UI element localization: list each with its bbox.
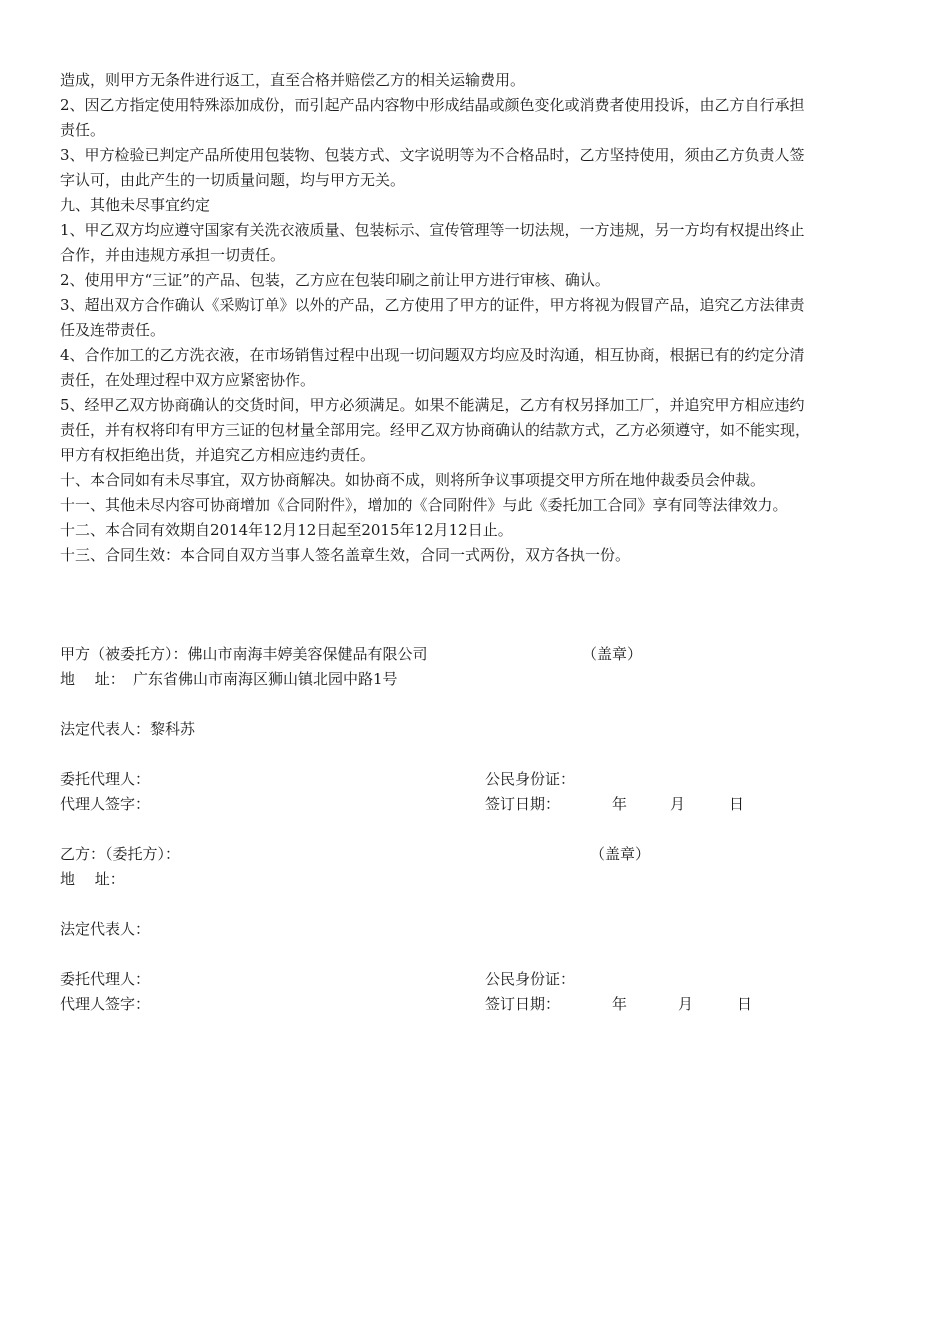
party-a-address: 广东省佛山市南海区狮山镇北园中路1号 <box>133 670 398 688</box>
body-line: 3、超出双方合作确认《采购订单》以外的产品，乙方使用了甲方的证件，甲方将视为假冒产品，追究乙方法律责 <box>60 296 805 314</box>
party-a-month: 月 <box>670 795 686 813</box>
party-b-year: 年 <box>612 995 628 1013</box>
body-line: 任及连带责任。 <box>60 321 166 339</box>
party-b-address-label: 地 址： <box>60 870 125 888</box>
body-line: 造成，则甲方无条件进行返工，直至合格并赔偿乙方的相关运输费用。 <box>60 71 526 89</box>
body-line: 责任，在处理过程中双方应紧密协作。 <box>60 371 316 389</box>
body-line: 5、经甲乙双方协商确认的交货时间，甲方必须满足。如果不能满足，乙方有权另择加工厂，并追究甲方相应违约 <box>60 396 805 414</box>
body-line: 4、合作加工的乙方洗衣液，在市场销售过程中出现一切问题双方均应及时沟通，相互协商，根据已有的约定分清 <box>60 346 805 364</box>
body-line: 甲方有权拒绝出货，并追究乙方相应违约责任。 <box>60 446 376 464</box>
party-a-day: 日 <box>729 795 745 813</box>
party-b-agent: 委托代理人： <box>60 970 151 988</box>
party-b-id-card: 公民身份证： <box>485 970 576 988</box>
party-b-seal: （盖章） <box>590 845 651 863</box>
body-line: 2、因乙方指定使用特殊添加成份，而引起产品内容物中形成结晶或颜色变化或消费者使用投诉，由乙方自行承担 <box>60 96 805 114</box>
party-a-address-label: 地 址： <box>60 670 125 688</box>
section-heading: 九、其他未尽事宜约定 <box>60 196 211 214</box>
party-b-legal-rep: 法定代表人： <box>60 920 151 938</box>
body-line: 责任，并有权将印有甲方三证的包材量全部用完。经甲乙双方协商确认的结款方式，乙方必须遵守，如不能实现， <box>60 421 811 439</box>
party-a-legal-rep: 法定代表人：黎科苏 <box>60 720 196 738</box>
body-line: 合作，并由违规方承担一切责任。 <box>60 246 286 264</box>
party-a-sign-date: 签订日期： <box>485 795 561 813</box>
clause-thirteen: 十三、合同生效：本合同自双方当事人签名盖章生效，合同一式两份，双方各执一份。 <box>60 546 631 564</box>
party-b-sign-date: 签订日期： <box>485 995 561 1013</box>
body-line: 2、使用甲方“三证”的产品、包装，乙方应在包装印刷之前让甲方进行审核、确认。 <box>60 271 610 289</box>
party-a-agent-sign: 代理人签字： <box>60 795 151 813</box>
body-line: 责任。 <box>60 121 106 139</box>
party-a-seal: （盖章） <box>582 645 643 663</box>
party-b-agent-sign: 代理人签字： <box>60 995 151 1013</box>
body-line: 3、甲方检验已判定产品所使用包装物、包装方式、文字说明等为不合格品时，乙方坚持使用，须由乙方负责人签 <box>60 146 805 164</box>
party-b-name: 乙方：（委托方）： <box>60 845 181 863</box>
party-a-agent: 委托代理人： <box>60 770 151 788</box>
body-line: 字认可，由此产生的一切质量问题，均与甲方无关。 <box>60 171 406 189</box>
party-b-day: 日 <box>737 995 753 1013</box>
party-b-month: 月 <box>678 995 694 1013</box>
clause-twelve: 十二、本合同有效期自2014年12月12日起至2015年12月12日止。 <box>60 521 513 539</box>
party-a-name: 甲方（被委托方）：佛山市南海丰婷美容保健品有限公司 <box>60 645 428 663</box>
body-line: 1、甲乙双方均应遵守国家有关洗衣液质量、包装标示、宣传管理等一切法规，一方违规，另一方均有权提出终止 <box>60 221 805 239</box>
party-a-year: 年 <box>612 795 628 813</box>
clause-eleven: 十一、其他未尽内容可协商增加《合同附件》，增加的《合同附件》与此《委托加工合同》享有同等法律效力。 <box>60 496 788 514</box>
clause-ten: 十、本合同如有未尽事宜，双方协商解决。如协商不成，则将所争议事项提交甲方所在地仲裁委员会仲裁。 <box>60 471 766 489</box>
party-a-id-card: 公民身份证： <box>485 770 576 788</box>
